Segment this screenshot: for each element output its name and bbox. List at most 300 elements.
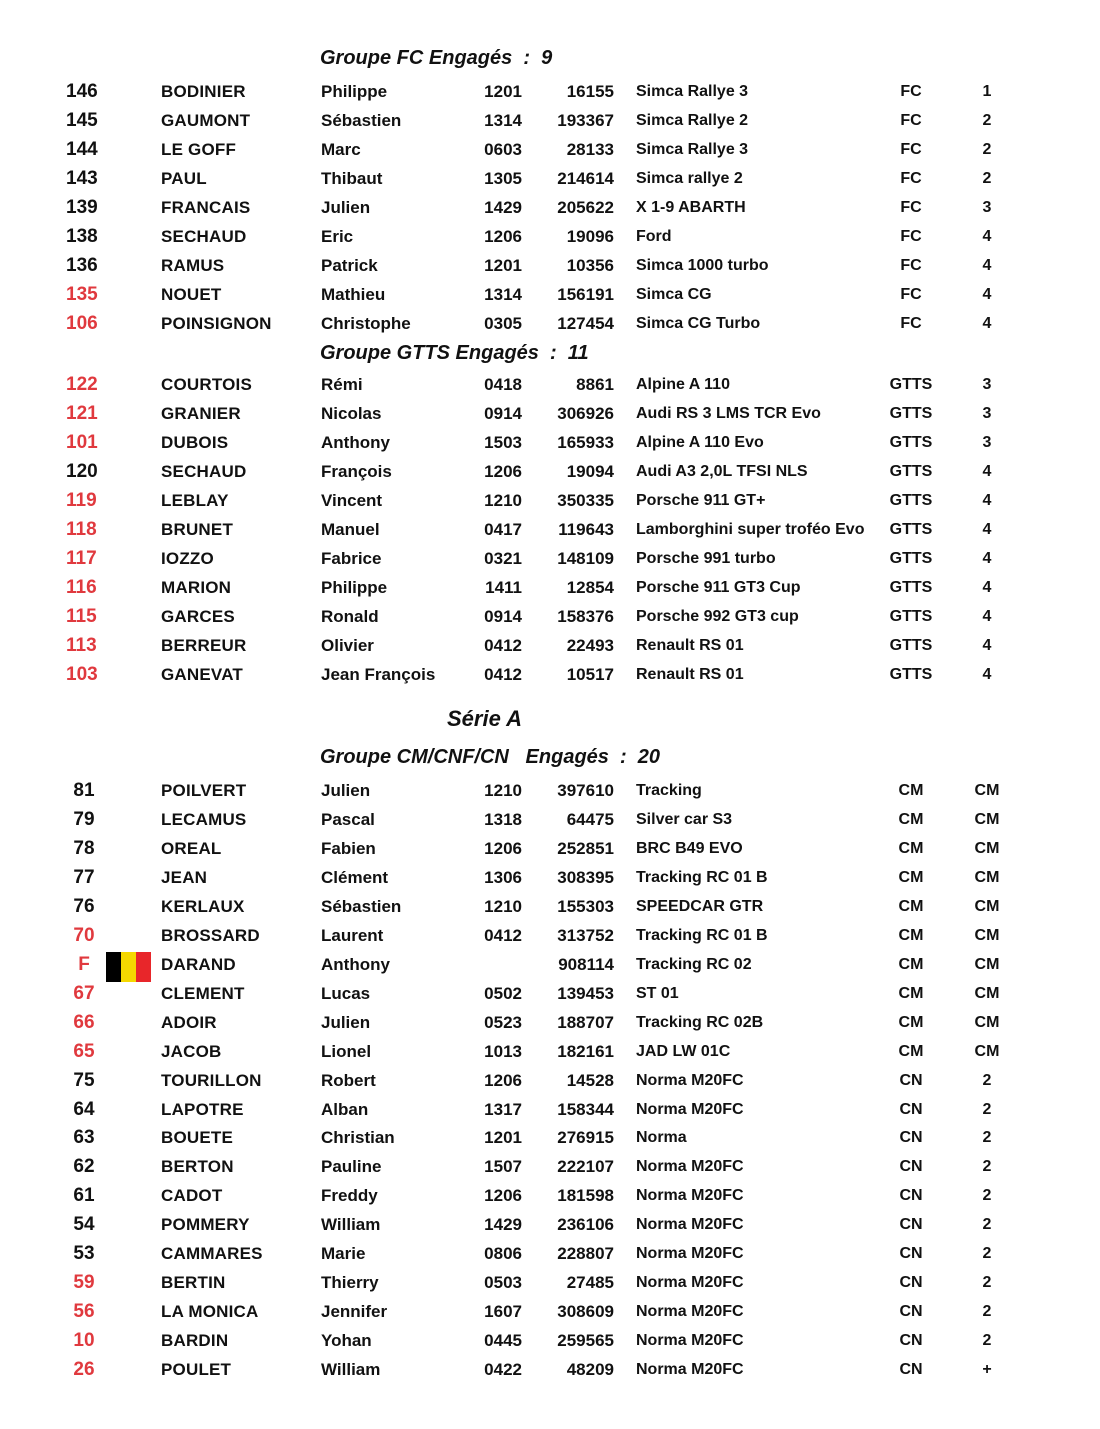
car-class: 4 xyxy=(982,520,992,538)
dept-code: 1206 xyxy=(484,461,522,481)
table-row xyxy=(0,776,1100,805)
car-number: 56 xyxy=(73,1301,95,1323)
car-number: 67 xyxy=(73,982,95,1004)
dept-code: 1201 xyxy=(484,1128,522,1148)
car-group: CN xyxy=(899,1332,923,1349)
car-class: 2 xyxy=(982,1129,992,1147)
license-number: 22493 xyxy=(566,635,614,655)
dept-code: 0412 xyxy=(484,635,522,655)
license-number: 148109 xyxy=(557,548,614,568)
table-row xyxy=(0,979,1100,1008)
car-class: 2 xyxy=(982,1332,992,1349)
license-number: 222107 xyxy=(557,1157,614,1177)
car-class: 2 xyxy=(982,1274,992,1292)
car-model: Norma M20FC xyxy=(636,1332,744,1349)
first-name: Jennifer xyxy=(321,1302,388,1322)
last-name: BERTON xyxy=(161,1157,234,1177)
car-number: F xyxy=(78,953,90,975)
car-model: Simca CG xyxy=(636,285,712,303)
car-model: Alpine A 110 xyxy=(636,376,730,393)
car-number: 145 xyxy=(66,110,98,131)
license-number: 306926 xyxy=(557,403,614,423)
car-class: CM xyxy=(974,839,1000,857)
car-group: GTTS xyxy=(889,433,933,451)
first-name: Thierry xyxy=(321,1273,379,1293)
first-name: Anthony xyxy=(321,432,390,452)
car-group: CN xyxy=(899,1361,923,1378)
car-group: CM xyxy=(898,955,924,973)
dept-code: 1210 xyxy=(484,781,522,800)
car-number: 77 xyxy=(73,866,95,888)
table-row xyxy=(0,1152,1100,1181)
first-name: Jean François xyxy=(321,664,436,684)
first-name: Lucas xyxy=(321,983,371,1003)
car-class: 2 xyxy=(982,1071,992,1089)
car-number: 75 xyxy=(73,1069,95,1091)
car-group: FC xyxy=(900,140,922,158)
car-model: Porsche 991 turbo xyxy=(636,549,776,567)
first-name: Nicolas xyxy=(321,403,382,423)
license-number: 48209 xyxy=(566,1360,614,1379)
car-number: 10 xyxy=(73,1330,95,1351)
car-number: 79 xyxy=(73,809,95,830)
table-row xyxy=(0,222,1100,251)
car-number: 116 xyxy=(66,576,97,598)
dept-code: 1429 xyxy=(484,1215,522,1235)
dept-code: 1317 xyxy=(484,1099,522,1119)
table-row xyxy=(0,370,1100,399)
car-number: 119 xyxy=(66,489,97,511)
car-model: Norma M20FC xyxy=(636,1100,744,1118)
car-model: Norma M20FC xyxy=(636,1216,744,1234)
table-row xyxy=(0,863,1100,892)
table-row xyxy=(0,280,1100,309)
car-model: Norma M20FC xyxy=(636,1071,744,1089)
car-number: 115 xyxy=(66,605,97,627)
license-number: 158344 xyxy=(557,1099,614,1119)
car-number: 103 xyxy=(66,663,98,685)
last-name: NOUET xyxy=(161,284,222,304)
car-number: 121 xyxy=(66,402,98,424)
car-class: 2 xyxy=(982,1158,992,1176)
license-number: 119643 xyxy=(558,519,614,539)
car-group: FC xyxy=(900,198,922,216)
car-number: 59 xyxy=(73,1272,95,1294)
license-number: 252851 xyxy=(557,838,614,858)
first-name: Pascal xyxy=(321,810,375,829)
table-row xyxy=(0,399,1100,428)
car-model: Tracking RC 02B xyxy=(636,1013,764,1031)
last-name: JEAN xyxy=(161,867,208,887)
license-number: 156191 xyxy=(557,284,614,304)
table-row xyxy=(0,1123,1100,1152)
license-number: 12854 xyxy=(566,577,614,597)
dept-code: 0321 xyxy=(484,548,522,568)
car-class: 4 xyxy=(982,607,992,625)
car-model: Audi A3 2,0L TFSI NLS xyxy=(636,462,808,480)
car-model: ST 01 xyxy=(636,984,679,1002)
first-name: Julien xyxy=(321,1012,371,1032)
table-row xyxy=(0,1066,1100,1095)
car-model: Norma M20FC xyxy=(636,1158,744,1176)
car-group: FC xyxy=(900,314,922,332)
dept-code: 1429 xyxy=(484,197,522,217)
license-number: 139453 xyxy=(557,983,614,1003)
table-row xyxy=(0,1008,1100,1037)
first-name: Philippe xyxy=(321,577,388,597)
car-group: FC xyxy=(900,83,922,100)
car-class: CM xyxy=(974,782,1000,799)
license-number: 14528 xyxy=(566,1070,614,1090)
first-name: Sébastien xyxy=(321,111,402,130)
dept-code: 0523 xyxy=(484,1012,522,1032)
table-row xyxy=(0,1268,1100,1297)
car-class: CM xyxy=(974,955,1000,973)
license-number: 10517 xyxy=(566,664,614,684)
last-name: POINSIGNON xyxy=(161,313,272,333)
car-class: 4 xyxy=(982,285,992,303)
table-row xyxy=(0,950,1100,979)
car-model: Renault RS 01 xyxy=(636,636,744,654)
car-group: CM xyxy=(898,897,924,915)
car-group: GTTS xyxy=(889,607,933,625)
license-number: 28133 xyxy=(566,139,614,159)
dept-code: 0445 xyxy=(484,1331,522,1350)
table-row xyxy=(0,573,1100,602)
dept-code: 1013 xyxy=(484,1041,522,1061)
license-number: 236106 xyxy=(557,1215,614,1235)
dept-code: 0603 xyxy=(484,139,522,159)
last-name: LA MONICA xyxy=(161,1302,259,1322)
first-name: Mathieu xyxy=(321,284,386,304)
car-model: Porsche 992 GT3 cup xyxy=(636,607,799,625)
license-number: 350335 xyxy=(557,490,614,510)
car-group: GTTS xyxy=(889,404,933,422)
first-name: Fabrice xyxy=(321,548,382,568)
last-name: POMMERY xyxy=(161,1215,250,1235)
table-row xyxy=(0,309,1100,338)
car-model: Simca Rallye 3 xyxy=(636,83,749,100)
car-model: Simca CG Turbo xyxy=(636,314,761,332)
car-model: Simca rallye 2 xyxy=(636,169,743,187)
car-group: CN xyxy=(899,1071,923,1089)
first-name: Sébastien xyxy=(321,896,402,916)
last-name: MARION xyxy=(161,577,232,597)
last-name: CADOT xyxy=(161,1186,223,1206)
car-model: Norma M20FC xyxy=(636,1303,744,1321)
license-number: 127454 xyxy=(557,313,614,333)
car-number: 122 xyxy=(66,374,98,395)
dept-code: 1305 xyxy=(484,168,522,188)
car-number: 101 xyxy=(66,431,98,453)
car-group: FC xyxy=(900,169,922,187)
car-model: Tracking xyxy=(636,782,702,799)
dept-code: 1206 xyxy=(484,1070,522,1090)
table-row xyxy=(0,486,1100,515)
dept-code: 1210 xyxy=(484,896,522,916)
car-group: CM xyxy=(898,1042,924,1060)
first-name: Christophe xyxy=(321,313,411,333)
first-name: Freddy xyxy=(321,1186,378,1206)
first-name: Robert xyxy=(321,1070,376,1090)
car-model: Renault RS 01 xyxy=(636,665,744,683)
first-name: William xyxy=(321,1215,381,1235)
car-group: GTTS xyxy=(889,520,933,538)
license-number: 182161 xyxy=(557,1041,614,1061)
belgium-flag-icon xyxy=(106,952,151,982)
license-number: 8861 xyxy=(576,375,614,394)
table-row xyxy=(0,921,1100,950)
table-row xyxy=(0,77,1100,106)
table-row xyxy=(0,1037,1100,1066)
group-fc-header: Groupe FC Engagés : 9 xyxy=(320,47,553,69)
table-row xyxy=(0,544,1100,573)
car-model: Simca Rallye 2 xyxy=(636,112,749,129)
car-group: GTTS xyxy=(889,376,933,393)
first-name: Patrick xyxy=(321,255,378,275)
car-class: 2 xyxy=(982,1245,992,1263)
first-name: Lionel xyxy=(321,1041,372,1061)
table-row xyxy=(0,164,1100,193)
first-name: Alban xyxy=(321,1099,369,1119)
car-class: + xyxy=(982,1361,992,1378)
car-class: 2 xyxy=(982,1216,992,1234)
car-model: Norma xyxy=(636,1129,687,1147)
license-number: 308609 xyxy=(557,1302,614,1322)
car-model: Ford xyxy=(636,227,672,245)
car-number: 70 xyxy=(73,924,95,946)
last-name: COURTOIS xyxy=(161,375,253,394)
car-class: 4 xyxy=(982,462,992,480)
first-name: Vincent xyxy=(321,490,383,510)
car-group: CN xyxy=(899,1129,923,1147)
car-number: 135 xyxy=(66,283,98,305)
car-number: 78 xyxy=(73,837,95,859)
car-number: 143 xyxy=(66,167,98,189)
car-group: CN xyxy=(899,1100,923,1118)
car-class: 4 xyxy=(982,636,992,654)
table-row xyxy=(0,660,1100,689)
last-name: LEBLAY xyxy=(161,490,229,510)
license-number: 205622 xyxy=(557,197,614,217)
last-name: DUBOIS xyxy=(161,432,229,452)
license-number: 193367 xyxy=(557,111,614,130)
car-model: X 1-9 ABARTH xyxy=(636,198,746,216)
car-class: CM xyxy=(974,811,1000,828)
car-group: CM xyxy=(898,926,924,944)
car-number: 138 xyxy=(66,225,98,247)
table-row xyxy=(0,1297,1100,1326)
car-class: 2 xyxy=(982,140,992,158)
car-number: 66 xyxy=(73,1011,95,1033)
car-number: 76 xyxy=(73,895,95,917)
car-group: CM xyxy=(898,811,924,828)
last-name: FRANCAIS xyxy=(161,197,251,217)
license-number: 64475 xyxy=(566,810,614,829)
dept-code: 0806 xyxy=(484,1244,522,1264)
car-number: 26 xyxy=(73,1359,95,1380)
car-class: 1 xyxy=(982,83,992,100)
car-group: CM xyxy=(898,868,924,886)
dept-code: 1306 xyxy=(484,867,522,887)
table-row xyxy=(0,135,1100,164)
car-number: 53 xyxy=(73,1243,95,1265)
table-row xyxy=(0,631,1100,660)
table-row xyxy=(0,251,1100,280)
license-number: 19094 xyxy=(566,461,614,481)
table-row xyxy=(0,428,1100,457)
car-number: 113 xyxy=(66,634,97,656)
car-group: CN xyxy=(899,1158,923,1176)
car-number: 62 xyxy=(73,1156,95,1178)
last-name: GAUMONT xyxy=(161,111,251,130)
car-number: 136 xyxy=(66,254,98,276)
car-class: 4 xyxy=(982,578,992,596)
car-model: Tracking RC 01 B xyxy=(636,868,768,886)
dept-code: 0412 xyxy=(484,664,522,684)
car-number: 144 xyxy=(66,138,98,160)
car-number: 106 xyxy=(66,312,98,334)
last-name: LE GOFF xyxy=(161,139,237,159)
table-row xyxy=(0,892,1100,921)
car-model: Norma M20FC xyxy=(636,1245,744,1263)
car-model: BRC B49 EVO xyxy=(636,839,743,857)
car-class: 4 xyxy=(982,227,992,245)
dept-code: 1411 xyxy=(485,577,522,597)
car-group: GTTS xyxy=(889,462,933,480)
dept-code: 0305 xyxy=(484,313,522,333)
license-number: 155303 xyxy=(557,896,614,916)
first-name: Manuel xyxy=(321,519,380,539)
car-class: 3 xyxy=(982,376,992,393)
car-class: 3 xyxy=(982,433,992,451)
first-name: William xyxy=(321,1360,381,1379)
car-model: Lamborghini super troféo Evo xyxy=(636,520,865,538)
car-group: GTTS xyxy=(889,665,933,683)
license-number: 313752 xyxy=(557,925,614,945)
table-row xyxy=(0,515,1100,544)
dept-code: 1607 xyxy=(484,1302,522,1322)
license-number: 214614 xyxy=(557,168,614,188)
license-number: 19096 xyxy=(566,226,614,246)
first-name: Rémi xyxy=(321,375,363,394)
car-class: 4 xyxy=(982,491,992,509)
car-number: 81 xyxy=(73,780,95,801)
car-class: CM xyxy=(974,926,1000,944)
last-name: SECHAUD xyxy=(161,226,247,246)
last-name: BODINIER xyxy=(161,82,246,101)
car-class: 2 xyxy=(982,1303,992,1321)
table-row xyxy=(0,805,1100,834)
car-number: 118 xyxy=(66,518,97,540)
car-class: 3 xyxy=(982,198,992,216)
dept-code: 0422 xyxy=(484,1360,522,1379)
car-group: CM xyxy=(898,984,924,1002)
car-number: 120 xyxy=(66,460,98,482)
car-group: CN xyxy=(899,1187,923,1205)
car-group: CN xyxy=(899,1245,923,1263)
first-name: Marie xyxy=(321,1244,366,1264)
car-model: SPEEDCAR GTR xyxy=(636,897,764,915)
license-number: 308395 xyxy=(557,867,614,887)
first-name: Eric xyxy=(321,226,354,246)
car-number: 146 xyxy=(66,81,98,102)
car-group: GTTS xyxy=(889,491,933,509)
table-row xyxy=(0,1326,1100,1355)
last-name: BOUETE xyxy=(161,1128,234,1148)
license-number: 397610 xyxy=(557,781,614,800)
group-cm-header: Groupe CM/CNF/CN Engagés : 20 xyxy=(320,746,661,768)
first-name: Marc xyxy=(321,139,361,159)
first-name: Julien xyxy=(321,781,371,800)
last-name: RAMUS xyxy=(161,255,225,275)
car-group: FC xyxy=(900,285,922,303)
dept-code: 0914 xyxy=(484,403,522,423)
first-name: Christian xyxy=(321,1128,395,1148)
first-name: Philippe xyxy=(321,82,388,101)
last-name: POILVERT xyxy=(161,781,247,800)
car-class: 4 xyxy=(982,256,992,274)
last-name: BROSSARD xyxy=(161,925,260,945)
license-number: 10356 xyxy=(566,255,614,275)
last-name: BERREUR xyxy=(161,635,247,655)
car-group: GTTS xyxy=(889,578,933,596)
car-model: Norma M20FC xyxy=(636,1361,744,1378)
car-number: 65 xyxy=(73,1040,95,1062)
dept-code: 0502 xyxy=(484,983,522,1003)
car-group: FC xyxy=(900,112,922,129)
car-class: 2 xyxy=(982,1100,992,1118)
car-class: CM xyxy=(974,984,1000,1002)
car-group: GTTS xyxy=(889,636,933,654)
first-name: Anthony xyxy=(321,954,390,974)
last-name: POULET xyxy=(161,1360,232,1379)
license-number: 908114 xyxy=(558,954,614,974)
dept-code: 1314 xyxy=(484,111,522,130)
last-name: GRANIER xyxy=(161,403,241,423)
last-name: DARAND xyxy=(161,954,236,974)
first-name: Laurent xyxy=(321,925,384,945)
car-model: Tracking RC 02 xyxy=(636,955,752,973)
car-model: Tracking RC 01 B xyxy=(636,926,768,944)
car-model: JAD LW 01C xyxy=(636,1042,731,1060)
table-row xyxy=(0,106,1100,135)
license-number: 188707 xyxy=(557,1012,614,1032)
last-name: CLEMENT xyxy=(161,983,245,1003)
car-number: 139 xyxy=(66,196,98,218)
car-class: 2 xyxy=(982,112,992,129)
license-number: 27485 xyxy=(566,1273,614,1293)
last-name: GANEVAT xyxy=(161,664,243,684)
car-model: Alpine A 110 Evo xyxy=(636,433,764,451)
dept-code: 0417 xyxy=(484,519,522,539)
table-row xyxy=(0,1095,1100,1124)
car-model: Porsche 911 GT+ xyxy=(636,491,766,509)
dept-code: 1507 xyxy=(484,1157,522,1177)
dept-code: 1210 xyxy=(484,490,522,510)
dept-code: 0418 xyxy=(484,375,522,394)
dept-code: 1206 xyxy=(484,1186,522,1206)
car-group: GTTS xyxy=(889,549,933,567)
car-number: 117 xyxy=(66,547,97,569)
table-row xyxy=(0,457,1100,486)
license-number: 181598 xyxy=(557,1186,614,1206)
car-group: CN xyxy=(899,1303,923,1321)
car-number: 64 xyxy=(73,1098,95,1120)
group-gtts-header: Groupe GTTS Engagés : 11 xyxy=(320,342,589,364)
last-name: LECAMUS xyxy=(161,810,247,829)
first-name: Julien xyxy=(321,197,371,217)
